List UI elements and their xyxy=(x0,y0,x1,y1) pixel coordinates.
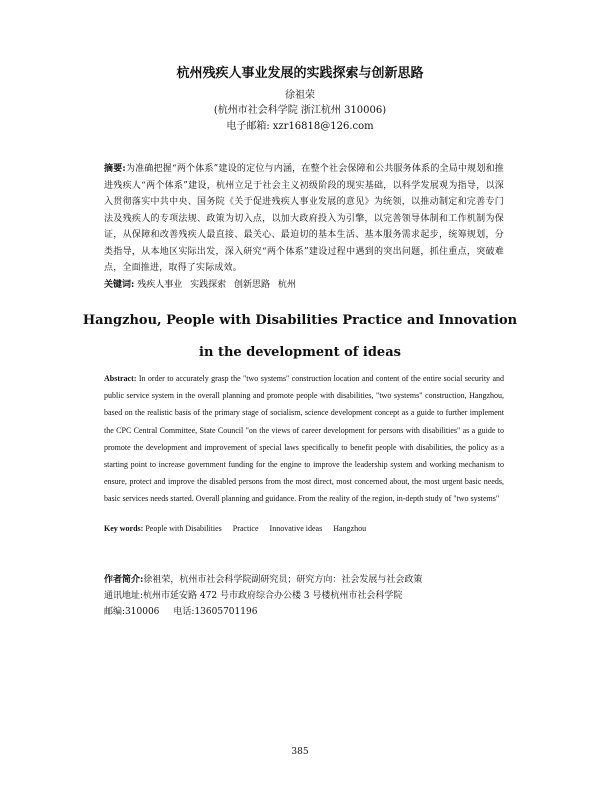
author-address-text: 杭州市延安路 472 号市政府综合办公楼 3 号楼杭州市社会科学院 xyxy=(143,591,403,601)
keyword-cn: 杭州 xyxy=(277,280,296,290)
paper-title-en-line1: Hangzhou, People with Disabilities Practice and Innovation xyxy=(82,313,518,328)
author-bio-label: 作者简介: xyxy=(104,575,144,585)
keyword-en: Hangzhou xyxy=(333,524,367,533)
keyword-cn: 创新思路 xyxy=(233,280,270,290)
page-number: 385 xyxy=(291,747,309,757)
keyword-en: People with Disabilities xyxy=(145,524,222,533)
abstract-en-text: In order to accurately grasp the "two systems" construction location and content of the entire social security and public service system in the overall planning and promote people with disabilities, "two systems" construction, Hangzhou, based on the realistic basis of the primary stage of socialism, science development concept as a guide to further implement the CPC Central Committee, State Council "on the views of career development for persons with disabilities" as a guide to promote the development and improvement of special laws specifically to benefit people with disabilities, the policy as a starting point to increase government funding for the engine to improve the leadership system and working mechanism to ensure, protect and improve the disabled persons from the most direct, most concerned about, the most urgent basic needs, basic services needs started. Overall planning and guidance. From the reality of the region, in-depth study of "two systems" xyxy=(104,374,505,504)
keywords-en xyxy=(104,524,524,533)
keyword-en: Innovative ideas xyxy=(269,524,323,533)
author-info xyxy=(104,572,524,620)
author-email xyxy=(0,117,600,132)
keywords-cn-label: 关键词: xyxy=(104,280,135,290)
phone-label: 电话: xyxy=(173,607,195,617)
author-bio-text: 徐祖荣，杭州市社会科学院副研究员；研究方向：社会发展与社会政策 xyxy=(143,575,423,585)
email-value: xzr16818@126.com xyxy=(272,121,374,132)
keyword-en: Practice xyxy=(232,524,259,533)
author-bio-line xyxy=(104,572,524,588)
author-address-label: 通讯地址: xyxy=(104,591,144,601)
email-label: 电子邮箱: xyxy=(226,121,270,132)
paper-title-en-line2: in the development of ideas xyxy=(199,345,401,360)
abstract-cn-label: 摘要: xyxy=(104,164,126,174)
zip-value: 310006 xyxy=(125,607,160,617)
paper-title-cn: 杭州残疾人事业发展的实践探索与创新思路 xyxy=(176,66,424,81)
author-affiliation-cn: (杭州市社会科学院 浙江杭州 310006) xyxy=(213,105,387,116)
author-contact-line xyxy=(104,604,524,620)
keywords-cn xyxy=(104,277,504,290)
abstract-cn xyxy=(104,161,504,277)
abstract-en-label: Abstract: xyxy=(104,374,137,383)
abstract-en xyxy=(104,370,504,508)
keyword-cn: 残疾人事业 xyxy=(137,280,183,290)
keyword-cn: 实践探索 xyxy=(190,280,227,290)
zip-label: 邮编: xyxy=(104,607,126,617)
phone-value: 13605701196 xyxy=(194,607,258,617)
author-name-cn: 徐祖荣 xyxy=(285,90,315,101)
abstract-cn-text: 为准确把握“两个体系”建设的定位与内涵，在整个社会保障和公共服务体系的全局中规划和推进残疾人“两个体系”建设，杭州立足于社会主义初级阶段的现实基础，以科学发展观为指导，以深入贯彻落实中共中央、国务院《关于促进残疾人事业发展的意见》为统领，以推动制定和完善专门法及残疾人的专项法规、政策为切入点，以加大政府投入为引擎，以完善领导体制和工作机制为保证，从保障和改善残疾人最直接、最关心、最迫切的基本生活、基本服务需求起步，统筹规划，分类指导，从本地区实际出发，深入研究“两个体系”建设过程中遇到的突出问题，抓住重点，突破难点，全面推进，取得了实际成效。 xyxy=(104,164,504,273)
keywords-en-label: Key words: xyxy=(104,524,144,533)
author-address-line xyxy=(104,588,524,604)
